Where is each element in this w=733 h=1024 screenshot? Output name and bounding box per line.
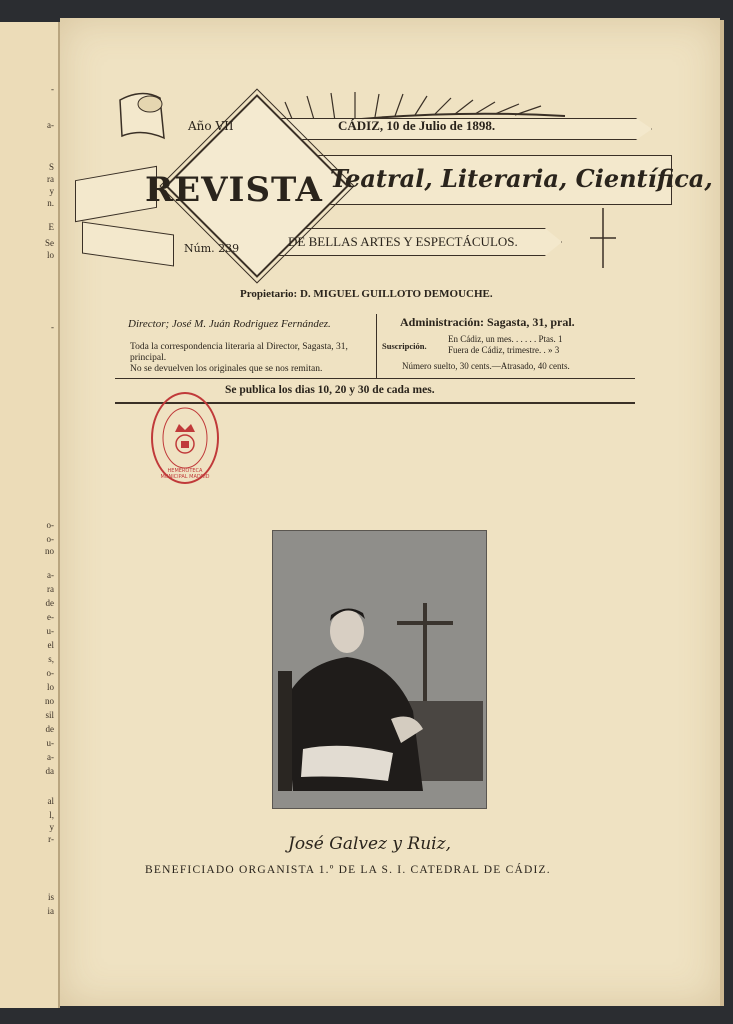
- top-rule: [115, 378, 635, 379]
- left-page-text-fragment: ra: [47, 174, 54, 184]
- left-page-text-fragment: -: [51, 84, 54, 94]
- left-page-text-fragment: u-: [46, 626, 54, 636]
- subscription-rates: [448, 334, 563, 356]
- subscription-label: Suscripción.: [382, 341, 427, 351]
- journal-page: [60, 18, 720, 1006]
- scroll-ornament: [112, 88, 182, 148]
- portrait-caption: BENEFICIADO ORGANISTA 1.º DE LA S. I. CATEDRAL DE CÁDIZ.: [145, 864, 551, 876]
- left-page-text-fragment: al: [47, 796, 54, 806]
- portrait-name: José Galvez y Ruiz,: [288, 834, 451, 854]
- single-issue-price: Número suelto, 30 cents.—Atrasado, 40 cents.: [402, 361, 570, 371]
- left-page-text-fragment: ra: [47, 584, 54, 594]
- left-page-text-fragment: de: [45, 724, 54, 734]
- journal-subtitle: Teatral, Literaria, Científica,: [330, 164, 713, 193]
- left-page-text-fragment: o-: [46, 520, 54, 530]
- portrait-illustration: [273, 531, 486, 808]
- left-page-text-fragment: y: [49, 186, 54, 196]
- administration-line: Administración: Sagasta, 31, pral.: [400, 315, 575, 329]
- column-divider: [376, 314, 377, 378]
- left-page-fragment: [0, 22, 60, 1008]
- correspondence-note: [130, 342, 368, 375]
- left-ribbon-lower: [82, 222, 174, 267]
- director-line: Director; José M. Juán Rodriguez Fernández.: [128, 318, 331, 330]
- left-page-text-fragment: e-: [47, 612, 54, 622]
- left-page-text-fragment: el: [47, 640, 54, 650]
- journal-subtitle-2: DE BELLAS ARTES Y ESPECTÁCULOS.: [288, 234, 518, 249]
- rate-outside: Fuera de Cádiz, trimestre. . » 3: [448, 345, 560, 355]
- left-page-text-fragment: a-: [47, 120, 54, 130]
- stamp-text: HEMEROTECA MUNICIPAL MADRID: [160, 468, 210, 480]
- place-date: CÁDIZ, 10 de Julio de 1898.: [338, 118, 496, 133]
- left-page-text-fragment: S: [48, 162, 54, 172]
- left-page-text-fragment: -: [51, 322, 54, 332]
- no-return-text: No se devuelven los originales que se nos remitan.: [130, 364, 323, 374]
- left-page-text-fragment: da: [45, 766, 54, 776]
- left-page-text-fragment: no: [45, 546, 54, 556]
- left-page-text-fragment: de: [45, 598, 54, 608]
- left-page-text-fragment: r-: [48, 834, 54, 844]
- issue-number: Núm. 239: [184, 242, 240, 255]
- left-page-text-fragment: u-: [46, 738, 54, 748]
- left-page-text-fragment: o-: [46, 534, 54, 544]
- left-page-text-fragment: a-: [47, 570, 54, 580]
- left-page-text-fragment: y: [49, 822, 54, 832]
- left-page-text-fragment: no: [45, 696, 54, 706]
- year-label: Año VII: [188, 119, 234, 133]
- cross-ornament: [588, 208, 618, 268]
- rate-cadiz: En Cádiz, un mes. . . . . . Ptas. 1: [448, 334, 563, 344]
- left-page-text-fragment: sil: [45, 710, 54, 720]
- left-page-text-fragment: ia: [47, 906, 54, 916]
- left-page-text-fragment: E: [48, 222, 54, 232]
- publication-schedule: Se publica los dias 10, 20 y 30 de cada mes.: [225, 384, 435, 396]
- left-page-text-fragment: o-: [46, 668, 54, 678]
- journal-title: REVISTA: [145, 170, 323, 210]
- left-page-text-fragment: n.: [47, 198, 54, 208]
- left-page-text-fragment: lo: [46, 250, 54, 260]
- library-stamp: [151, 392, 219, 484]
- left-page-text-fragment: is: [47, 892, 54, 902]
- correspondence-text: Toda la correspondencia literaria al Director, Sagasta, 31, principal.: [130, 342, 348, 363]
- left-page-text-fragment: Se: [45, 238, 54, 248]
- left-page-text-fragment: s,: [48, 654, 54, 664]
- left-page-text-fragment: a-: [47, 752, 54, 762]
- left-page-text-fragment: l,: [49, 810, 54, 820]
- portrait-photo: [272, 530, 487, 809]
- owner-line: Propietario: D. MIGUEL GUILLOTO DEMOUCHE.: [240, 288, 493, 300]
- left-page-text-fragment: lo: [46, 682, 54, 692]
